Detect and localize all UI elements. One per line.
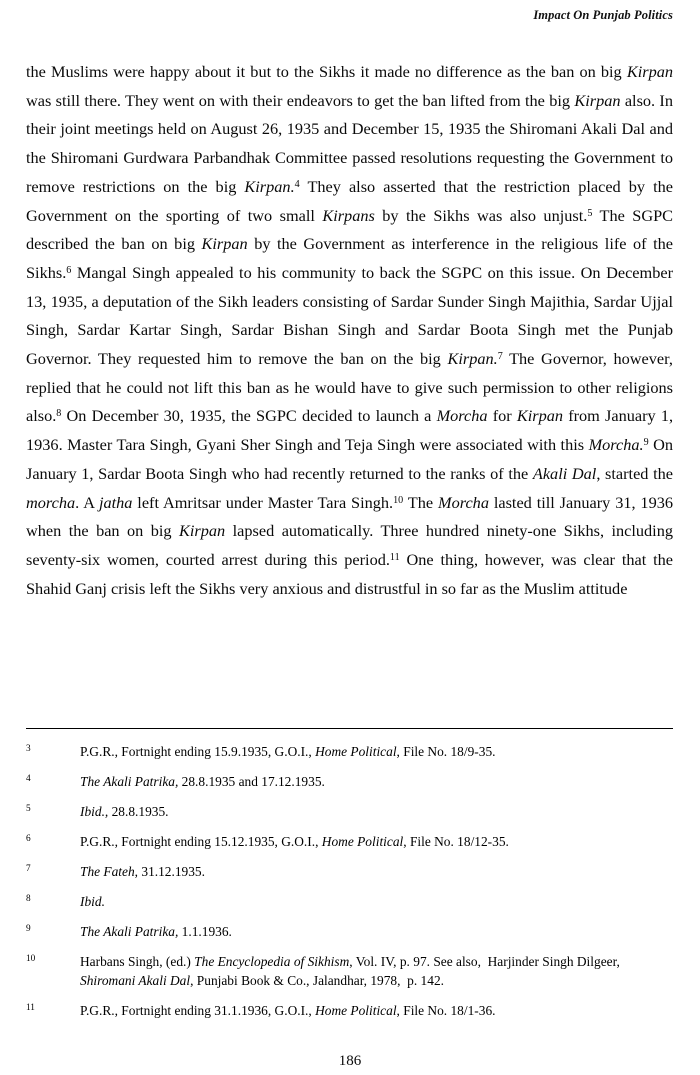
page-number: 186	[338, 1053, 362, 1069]
footnote-number: 3	[26, 744, 31, 754]
footnote-list	[26, 742, 673, 1031]
footnote-text: The Akali Patrika, 28.8.1935 and 17.12.1935.	[80, 774, 325, 789]
footnote-text: Ibid.	[80, 894, 105, 909]
footnote-number: 4	[26, 774, 31, 784]
footnote-item	[26, 952, 673, 1001]
footnote-item	[26, 892, 673, 922]
body-text-block	[26, 58, 673, 603]
footnote-number: 11	[26, 1003, 35, 1013]
footnote-text: Ibid., 28.8.1935.	[80, 804, 169, 819]
footnote-number: 8	[26, 894, 31, 904]
footnote-text: Harbans Singh, (ed.) The Encyclopedia of Sikhism, Vol. IV, p. 97. See also, Harjinder Singh Dilgeer, Shiromani Akali Dal, Punjabi Book & Co., Jalandhar, 1978, p. 142.	[80, 954, 620, 988]
footnote-text: P.G.R., Fortnight ending 15.12.1935, G.O.I., Home Political, File No. 18/12-35.	[80, 834, 509, 849]
running-head: Impact On Punjab Politics	[533, 8, 673, 22]
body-paragraph: the Muslims were happy about it but to the Sikhs it made no difference as the ban on big Kirpan was still there. They went on with their endeavors to get the ban lifted from the big Kirpan also. In their joint meetings held on August 26, 1935 and December 15, 1935 the Shiromani Akali Dal and the Shiromani Gurdwara Parbandhak Committee passed resolutions requesting the Government to remove restrictions on the big Kirpan.$^4$ They also asserted that the restriction placed by the Government on the sporting of two small Kirpans by the Sikhs was also unjust.$^5$ The SGPC described the ban on big Kirpan by the Government as interference in the religious life of the Sikhs.$^6$ Mangal Singh appealed to his community to back the SGPC on this issue. On December 13, 1935, a deputation of the Sikh leaders consisting of Sardar Sunder Singh Majithia, Sardar Ujjal Singh, Sardar Kartar Singh, Sardar Bishan Singh and Sardar Boota Singh met the Punjab Governor. They requested him to remove the ban on the big Kirpan.$^7$ The Governor, however, replied that he could not lift this ban as he would have to give such permission to other religions also.$^8$ On December 30, 1935, the SGPC decided to launch a Morcha for Kirpan from January 1, 1936. Master Tara Singh, Gyani Sher Singh and Teja Singh were associated with this Morcha.$^9$ On January 1, Sardar Boota Singh who had recently returned to the ranks of the Akali Dal, started the morcha. A jatha left Amritsar under Master Tara Singh.$^{10}$ The Morcha lasted till January 31, 1936 when the ban on big Kirpan lapsed automatically. Three hundred ninety-one Sikhs, including seventy-six women, courted arrest during this period.$^{11}$ One thing, however, was clear that the Shahid Ganj crisis left the Sikhs very anxious and distrustful in so far as the Muslim attitude	[26, 62, 674, 598]
footnote-item	[26, 1001, 673, 1031]
footnote-item	[26, 802, 673, 832]
footnote-number: 6	[26, 834, 31, 844]
footnote-text: P.G.R., Fortnight ending 31.1.1936, G.O.I., Home Political, File No. 18/1-36.	[80, 1003, 496, 1018]
footnote-number: 10	[26, 954, 36, 964]
footnote-item	[26, 922, 673, 952]
footnote-text: P.G.R., Fortnight ending 15.9.1935, G.O.I., Home Political, File No. 18/9-35.	[80, 744, 496, 759]
footnote-number: 5	[26, 804, 31, 814]
footnote-number: 7	[26, 864, 31, 874]
footnote-text: The Akali Patrika, 1.1.1936.	[80, 924, 232, 939]
footnote-item	[26, 832, 673, 862]
footnote-item	[26, 742, 673, 772]
footnote-item	[26, 862, 673, 892]
footnote-separator-rule	[26, 728, 673, 729]
footnote-item	[26, 772, 673, 802]
footnote-number: 9	[26, 924, 31, 934]
footnote-text: The Fateh, 31.12.1935.	[80, 864, 205, 879]
